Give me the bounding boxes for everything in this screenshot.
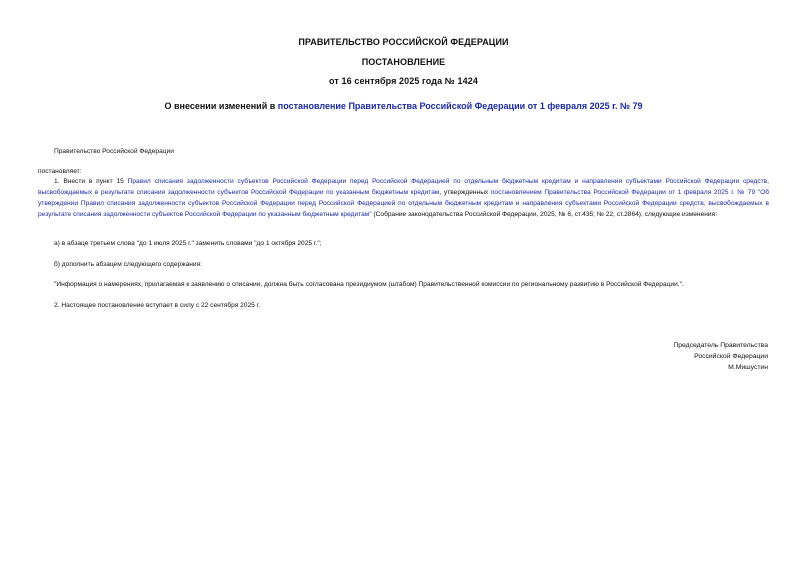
subject-prefix: О внесении изменений в <box>164 101 278 111</box>
item-1-tail: (Собрание законодательства Российской Федерации, 2025, № 6, ст.435; № 22, ст.2864), следующие изменения: <box>371 211 717 218</box>
signature-title: Председатель Правительства <box>673 342 768 349</box>
document-subject <box>0 101 807 111</box>
resolves-text: постановляет: <box>38 168 82 175</box>
item-2: 2. Настоящее постановление вступает в силу с 22 сентября 2025 г. <box>54 302 261 309</box>
signature-organization: Российской Федерации <box>694 353 768 360</box>
signature-block <box>673 340 768 373</box>
signature-name: М.Мишустин <box>728 364 768 371</box>
preamble: Правительство Российской Федерации <box>54 148 174 155</box>
document-type-heading: ПОСТАНОВЛЕНИЕ <box>361 57 446 67</box>
item-a: а) в абзаце третьем слова "до 1 июля 2025 г." заменить словами "до 1 октября 2025 г."; <box>54 240 322 247</box>
rules-link[interactable]: Правил списания задолженности субъектов Российской Федерации перед Российской Федерацией по отдельным бюджетным кредитам и направления субъектами Российской Федерации средств, высвобождаемых в результате списания задолженности субъектов Российской Федерации по указанным бюджетным кредитам <box>38 178 769 196</box>
item-1-approved: , утвержденных <box>439 189 491 196</box>
government-heading: ПРАВИТЕЛЬСТВО РОССИЙСКОЙ ФЕДЕРАЦИИ <box>298 37 509 47</box>
quoted-addition: "Информация о намерениях, прилагаемая к заявлению о списании, должна быть согласована президиумом (штабом) Правительственной комиссии по региональному развитию в Российской Федерации.". <box>54 281 684 288</box>
item-1-intro: 1. Внести в пункт 15 <box>54 178 128 185</box>
resolution-79-link[interactable]: постановлением Правительства Российской Федерации от 1 февраля 2025 г. № 79 "Об утверждении Правил списания задолженности субъектов Российской Федерации перед Российской Федерацией по отдельным бюджетным кредитам и направления субъектами Российской Федерации средств, высвобождаемых в результате списания задолженности субъектов Российской Федерации по указанным бюджетным кредитам" <box>38 189 769 218</box>
date-number-heading: от 16 сентября 2025 года № 1424 <box>329 76 478 86</box>
item-b: б) дополнить абзацем следующего содержания: <box>54 261 203 268</box>
subject-link[interactable]: постановление Правительства Российской Федерации от 1 февраля 2025 г. № 79 <box>277 101 643 111</box>
item-1-paragraph <box>38 176 769 220</box>
